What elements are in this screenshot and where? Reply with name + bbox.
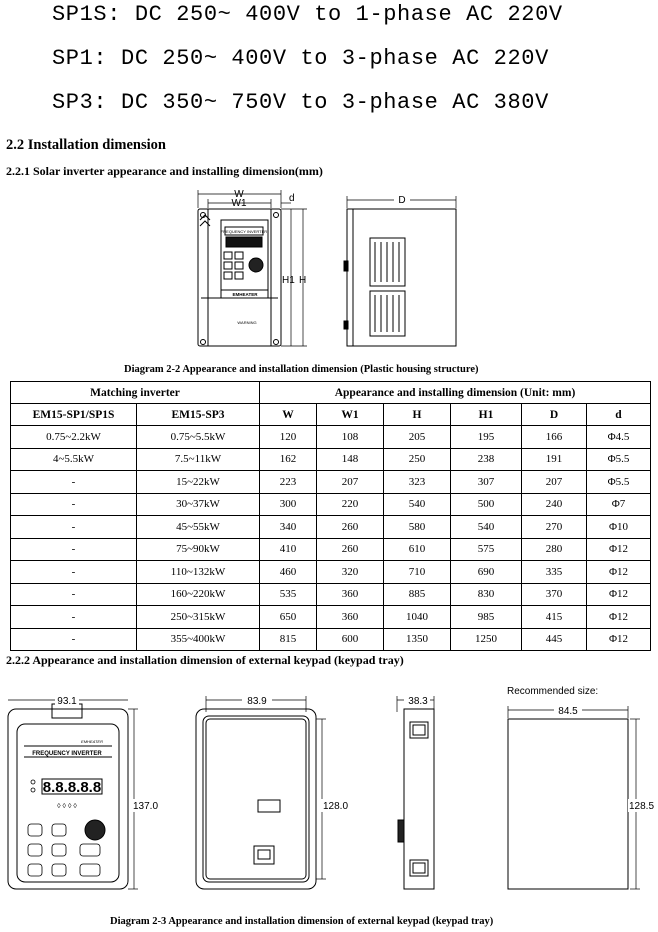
diagram-2-2 [185,186,475,364]
panel-text: FREQUENCY INVERTER [220,229,268,234]
table-row [11,538,651,561]
table-cell: 340 [260,516,317,539]
table-cell: - [11,493,137,516]
inverter-side-view [344,209,456,346]
table-cell: Φ12 [587,583,651,606]
headline-sp1s: SP1S: DC 250~ 400V to 1-phase AC 220V [52,2,563,27]
keypad-title: FREQUENCY INVERTER [32,751,102,757]
table-cell: 238 [451,448,522,471]
column-header: EM15-SP3 [137,404,260,426]
table-cell: - [11,538,137,561]
table-cell: 108 [317,426,384,449]
dim-back-width: 83.9 [247,696,267,707]
table-cell: 260 [317,516,384,539]
svg-text:8.8.8.8.8: 8.8.8.8.8 [42,779,102,796]
table-cell: 160~220kW [137,583,260,606]
table-cell: Φ5.5 [587,448,651,471]
table-cell: 830 [451,583,522,606]
table-cell: 75~90kW [137,538,260,561]
diagram-2-3-caption: Diagram 2-3 Appearance and installation dimension of external keypad (keypad tray) [110,916,494,927]
table-cell: 45~55kW [137,516,260,539]
dim-label-w: W [234,189,244,200]
header-dimension-group: Appearance and installing dimension (Unit: mm) [260,382,651,404]
table-row [11,471,651,494]
table-cell: 1250 [451,628,522,651]
table-cell: - [11,561,137,584]
table-row [11,426,651,449]
table-cell: 575 [451,538,522,561]
table-cell: 985 [451,606,522,629]
table-cell: - [11,606,137,629]
table-cell: - [11,471,137,494]
recommended-label: Recommended size: [507,686,599,697]
table-cell: 415 [522,606,587,629]
table-cell: Φ7 [587,493,651,516]
table-cell: 220 [317,493,384,516]
header-matching-inverter: Matching inverter [11,382,260,404]
keypad-front-view [8,704,128,889]
table-cell: 690 [451,561,522,584]
dim-label-d-small: d [289,193,295,204]
diagram-2-3 [0,682,658,914]
dim-label-h: H [299,275,307,286]
table-cell: - [11,583,137,606]
table-cell: 580 [384,516,451,539]
table-column-header-row [11,404,651,426]
table-cell: 110~132kW [137,561,260,584]
table-cell: 460 [260,561,317,584]
table-cell: 191 [522,448,587,471]
table-cell: 205 [384,426,451,449]
table-cell: 120 [260,426,317,449]
table-row [11,448,651,471]
table-cell: 250 [384,448,451,471]
table-cell: 280 [522,538,587,561]
brand-text: EMHEATER [232,292,258,297]
diagram-2-2-caption: Diagram 2-2 Appearance and installation dimension (Plastic housing structure) [124,364,479,375]
dim-label-w1: W1 [231,198,247,209]
dim-back-height: 128.0 [323,801,349,812]
table-cell: 650 [260,606,317,629]
table-cell: 15~22kW [137,471,260,494]
table-cell: Φ12 [587,628,651,651]
table-cell: 360 [317,583,384,606]
svg-text:EMHEATER: EMHEATER [81,739,103,744]
table-cell: 360 [317,606,384,629]
table-cell: 260 [317,538,384,561]
table-cell: 540 [451,516,522,539]
table-cell: 270 [522,516,587,539]
table-cell: 815 [260,628,317,651]
table-cell: 207 [522,471,587,494]
column-header: EM15-SP1/SP1S [11,404,137,426]
dimension-table [10,381,651,651]
table-cell: 600 [317,628,384,651]
column-header: D [522,404,587,426]
table-cell: 445 [522,628,587,651]
table-cell: 0.75~2.2kW [11,426,137,449]
table-cell: - [11,516,137,539]
table-cell: 1040 [384,606,451,629]
warning-text: WARNING [237,320,257,325]
table-cell: 162 [260,448,317,471]
table-cell: Φ5.5 [587,471,651,494]
table-cell: 240 [522,493,587,516]
table-cell: Φ12 [587,538,651,561]
table-row [11,606,651,629]
table-cell: 166 [522,426,587,449]
table-cell: Φ4.5 [587,426,651,449]
headline-sp3: SP3: DC 350~ 750V to 3-phase AC 380V [52,90,549,115]
column-header: W [260,404,317,426]
table-cell: 500 [451,493,522,516]
table-cell: 4~5.5kW [11,448,137,471]
table-cell: 223 [260,471,317,494]
table-cell: 250~315kW [137,606,260,629]
dim-side-depth: 38.3 [408,696,428,707]
table-row [11,516,651,539]
table-cell: 885 [384,583,451,606]
subsection-title-2: 2.2.2 Appearance and installation dimension of external keypad (keypad tray) [6,653,404,667]
table-cell: 323 [384,471,451,494]
table-cell: 0.75~5.5kW [137,426,260,449]
table-cell: 535 [260,583,317,606]
table-cell: 148 [317,448,384,471]
svg-text:◊ ◊ ◊ ◊: ◊ ◊ ◊ ◊ [57,803,77,810]
table-cell: 7.5~11kW [137,448,260,471]
table-cell: 355~400kW [137,628,260,651]
section-title: 2.2 Installation dimension [6,137,166,153]
table-cell: 300 [260,493,317,516]
table-row [11,493,651,516]
dim-label-d: D [398,195,406,206]
keypad-side-view [398,709,434,889]
table-cell: 610 [384,538,451,561]
table-cell: 307 [451,471,522,494]
table-row [11,561,651,584]
table-cell: 1350 [384,628,451,651]
recommended-cutout [508,719,628,889]
table-cell: 195 [451,426,522,449]
table-cell: 207 [317,471,384,494]
dim-front-width: 93.1 [57,696,77,707]
table-cell: - [11,628,137,651]
table-cell: 30~37kW [137,493,260,516]
dim-rec-height: 128.5 [629,801,655,812]
table-cell: Φ12 [587,561,651,584]
column-header: d [587,404,651,426]
column-header: H1 [451,404,522,426]
table-cell: 410 [260,538,317,561]
dim-front-height: 137.0 [133,801,159,812]
keypad-back-view [196,709,316,889]
table-group-header-row [11,382,651,404]
table-cell: 335 [522,561,587,584]
dim-rec-width: 84.5 [558,706,578,717]
table-cell: Φ12 [587,606,651,629]
table-cell: 320 [317,561,384,584]
table-cell: 370 [522,583,587,606]
table-cell: Φ10 [587,516,651,539]
dim-label-h1: H1 [282,275,295,286]
column-header: W1 [317,404,384,426]
subsection-title-1: 2.2.1 Solar inverter appearance and installing dimension(mm) [6,164,323,178]
column-header: H [384,404,451,426]
table-cell: 710 [384,561,451,584]
table-row [11,583,651,606]
table-row [11,628,651,651]
headline-sp1: SP1: DC 250~ 400V to 3-phase AC 220V [52,46,549,71]
table-cell: 540 [384,493,451,516]
